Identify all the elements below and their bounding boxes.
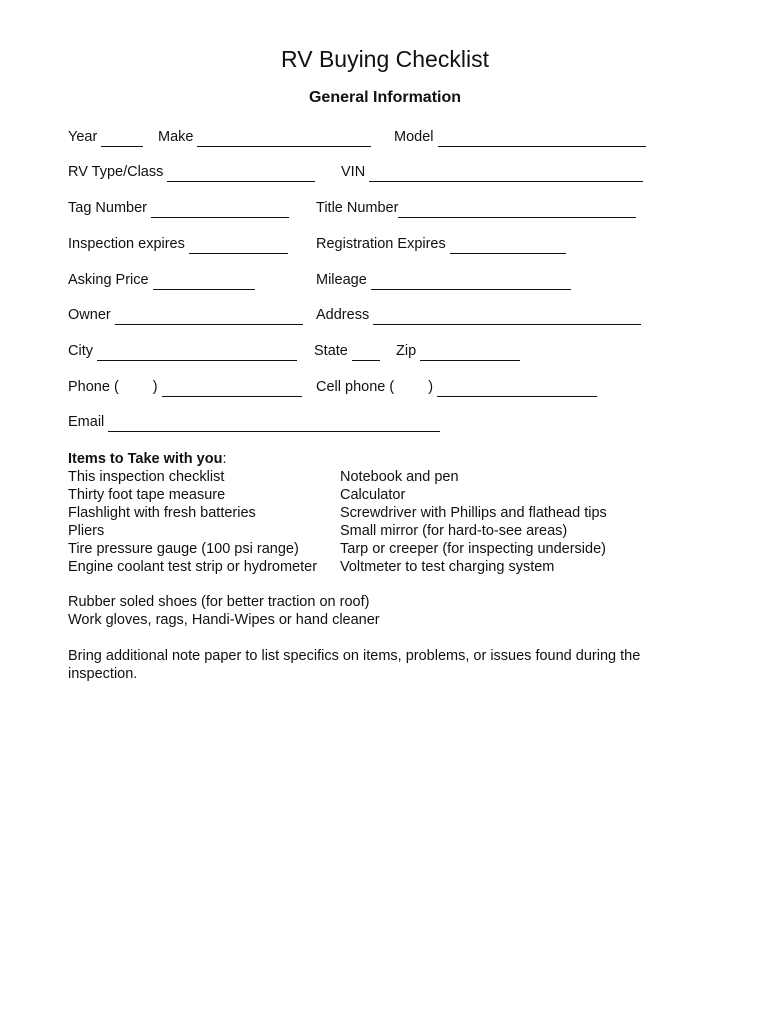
cell-phone-label: Cell phone ( xyxy=(316,379,395,395)
owner-label: Owner xyxy=(68,307,111,323)
email-field[interactable] xyxy=(68,412,440,432)
owner-blank[interactable] xyxy=(115,308,303,325)
address-blank[interactable] xyxy=(373,308,641,325)
list-item: Work gloves, rags, Handi-Wipes or hand cleaner xyxy=(68,612,380,628)
city-blank[interactable] xyxy=(97,344,297,361)
tag-number-blank[interactable] xyxy=(151,201,289,218)
address-label: Address xyxy=(316,307,370,323)
make-label: Make xyxy=(158,129,194,145)
list-item: Tarp or creeper (for inspecting underside) xyxy=(340,541,606,557)
make-blank[interactable] xyxy=(197,130,371,147)
extra-items xyxy=(68,593,380,629)
list-item: Calculator xyxy=(340,487,406,503)
year-blank[interactable] xyxy=(101,130,143,147)
list-item: Rubber soled shoes (for better traction on roof) xyxy=(68,594,370,610)
items-heading xyxy=(68,450,226,468)
registration-expires-blank[interactable] xyxy=(450,237,566,254)
title-number-field[interactable] xyxy=(316,198,636,218)
list-item: Tire pressure gauge (100 psi range) xyxy=(68,541,299,557)
model-field[interactable] xyxy=(394,127,646,147)
registration-expires-label: Registration Expires xyxy=(316,236,446,252)
vin-label: VIN xyxy=(341,164,366,180)
list-item: Engine coolant test strip or hydrometer xyxy=(68,559,318,575)
cell-area-code-gap[interactable] xyxy=(394,395,428,397)
list-item: This inspection checklist xyxy=(68,469,225,485)
owner-field[interactable] xyxy=(68,305,303,325)
phone-field[interactable] xyxy=(68,377,302,397)
zip-label: Zip xyxy=(396,343,417,359)
make-field[interactable] xyxy=(158,127,371,147)
list-item: Thirty foot tape measure xyxy=(68,487,226,503)
inspection-expires-field[interactable] xyxy=(68,234,288,254)
cell-close-paren: ) xyxy=(428,379,434,395)
items-heading-colon: : xyxy=(222,451,227,467)
year-label: Year xyxy=(68,129,98,145)
list-item: Flashlight with fresh batteries xyxy=(68,505,256,521)
asking-price-blank[interactable] xyxy=(153,273,255,290)
tag-number-field[interactable] xyxy=(68,198,289,218)
year-field[interactable] xyxy=(68,127,143,147)
phone-area-code-gap[interactable] xyxy=(119,395,153,397)
phone-blank[interactable] xyxy=(162,380,302,397)
email-label: Email xyxy=(68,414,105,430)
model-blank[interactable] xyxy=(438,130,646,147)
inspection-expires-blank[interactable] xyxy=(189,237,288,254)
registration-expires-field[interactable] xyxy=(316,234,566,254)
list-item: Pliers xyxy=(68,523,105,539)
phone-label: Phone ( xyxy=(68,379,119,395)
vin-blank[interactable] xyxy=(369,165,643,182)
state-blank[interactable] xyxy=(352,344,380,361)
page-title: RV Buying Checklist xyxy=(281,46,489,72)
zip-blank[interactable] xyxy=(420,344,520,361)
rv-type-blank[interactable] xyxy=(167,165,315,182)
zip-field[interactable] xyxy=(396,341,520,361)
items-heading-text: Items to Take with you xyxy=(68,451,223,467)
note-paragraph xyxy=(68,647,640,683)
city-label: City xyxy=(68,343,93,359)
tag-number-label: Tag Number xyxy=(68,200,147,216)
rv-type-label: RV Type/Class xyxy=(68,164,164,180)
address-field[interactable] xyxy=(316,305,641,325)
state-label: State xyxy=(314,343,348,359)
list-item: Voltmeter to test charging system xyxy=(340,559,555,575)
vin-field[interactable] xyxy=(341,162,643,182)
mileage-label: Mileage xyxy=(316,272,367,288)
title-number-label: Title Number xyxy=(316,200,399,216)
state-field[interactable] xyxy=(314,341,380,361)
asking-price-label: Asking Price xyxy=(68,272,149,288)
title-number-blank[interactable] xyxy=(398,201,636,218)
city-field[interactable] xyxy=(68,341,297,361)
model-label: Model xyxy=(394,129,434,145)
section-heading-general: General Information xyxy=(308,89,462,106)
items-right-column xyxy=(340,468,607,576)
items-left-column xyxy=(68,468,317,576)
inspection-expires-label: Inspection expires xyxy=(68,236,185,252)
rv-type-field[interactable] xyxy=(68,162,315,182)
mileage-blank[interactable] xyxy=(371,273,571,290)
mileage-field[interactable] xyxy=(316,270,571,290)
note-line: Bring additional note paper to list specifics on items, problems, or issues found during the xyxy=(68,648,641,664)
note-line: inspection. xyxy=(68,666,138,682)
phone-close-paren: ) xyxy=(152,379,158,395)
asking-price-field[interactable] xyxy=(68,270,255,290)
email-blank[interactable] xyxy=(108,415,440,432)
cell-phone-blank[interactable] xyxy=(437,380,597,397)
cell-phone-field[interactable] xyxy=(316,377,597,397)
list-item: Small mirror (for hard-to-see areas) xyxy=(340,523,568,539)
list-item: Screwdriver with Phillips and flathead tips xyxy=(340,505,607,521)
list-item: Notebook and pen xyxy=(340,469,459,485)
